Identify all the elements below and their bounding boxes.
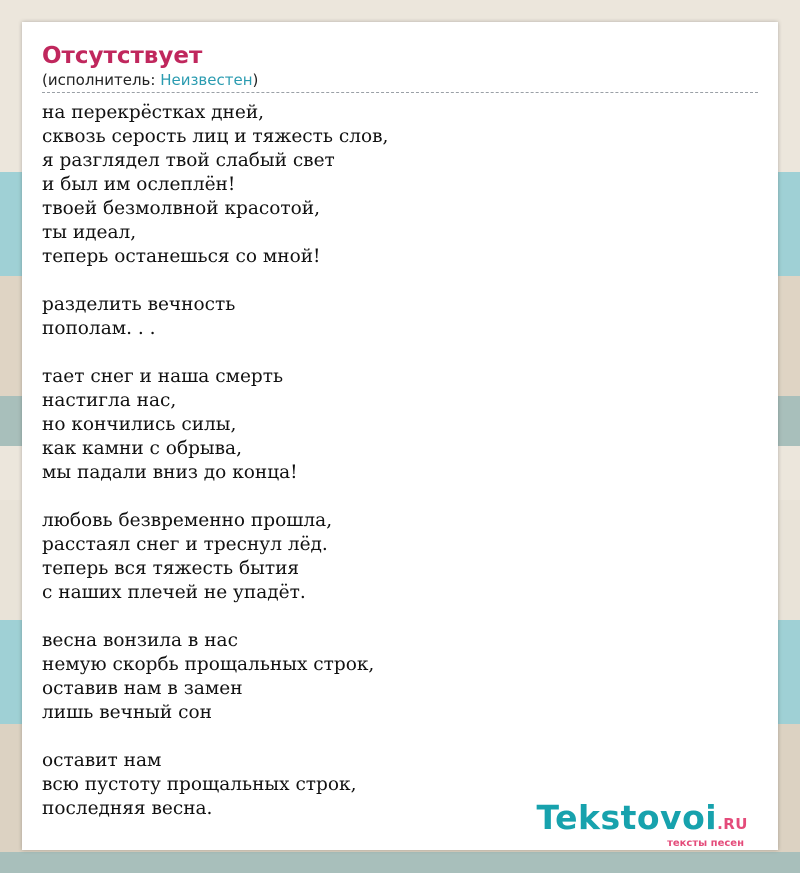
lyric-line: последняя весна. [42, 798, 213, 819]
site-logo[interactable] [537, 800, 748, 850]
lyric-line: с наших плечей не упадёт. [42, 582, 306, 603]
logo-main-text: Tekstovoi [536, 798, 718, 837]
logo-subtitle: тексты песен [667, 838, 744, 849]
artist-link[interactable]: Неизвестен [160, 71, 253, 89]
lyric-line: твоей безмолвной красотой, [42, 198, 321, 219]
stanza-break [42, 485, 758, 509]
lyric-line: разделить вечность [42, 294, 236, 315]
logo-wordmark [537, 800, 748, 842]
lyric-line: сквозь серость лиц и тяжесть слов, [42, 126, 389, 147]
lyric-line: как камни с обрыва, [42, 438, 242, 459]
lyric-line: расстаял снег и треснул лёд. [42, 534, 328, 555]
logo-tld: .RU [717, 815, 748, 833]
lyrics-text [42, 101, 758, 821]
stanza-break [42, 269, 758, 293]
stanza-break [42, 605, 758, 629]
lyric-line: ты идеал, [42, 222, 137, 243]
lyric-line: оставит нам [42, 750, 162, 771]
lyric-line: оставив нам в замен [42, 678, 243, 699]
lyric-line: я разглядел твой слабый свет [42, 150, 335, 171]
lyric-line: пополам. . . [42, 318, 156, 339]
lyric-line: теперь вся тяжесть бытия [42, 558, 300, 579]
lyric-line: всю пустоту прощальных строк, [42, 774, 357, 795]
lyric-line: на перекрёстках дней, [42, 102, 265, 123]
artist-line [42, 70, 758, 93]
lyric-line: лишь вечный сон [42, 702, 212, 723]
lyric-line: весна вонзила в нас [42, 630, 238, 651]
lyric-line: немую скорбь прощальных строк, [42, 654, 375, 675]
lyric-line: но кончились силы, [42, 414, 237, 435]
artist-suffix: ) [252, 71, 259, 89]
stanza-break [42, 341, 758, 365]
lyric-line: теперь останешься со мной! [42, 246, 321, 267]
artist-prefix: (исполнитель: [42, 71, 161, 89]
lyric-line: любовь безвременно прошла, [42, 510, 333, 531]
lyrics-card [22, 22, 778, 850]
song-title: Отсутствует [42, 43, 203, 69]
lyric-line: мы падали вниз до конца! [42, 462, 298, 483]
lyric-line: и был им ослеплён! [42, 174, 236, 195]
stanza-break [42, 725, 758, 749]
lyric-line: тает снег и наша смерть [42, 366, 284, 387]
lyric-line: настигла нас, [42, 390, 177, 411]
